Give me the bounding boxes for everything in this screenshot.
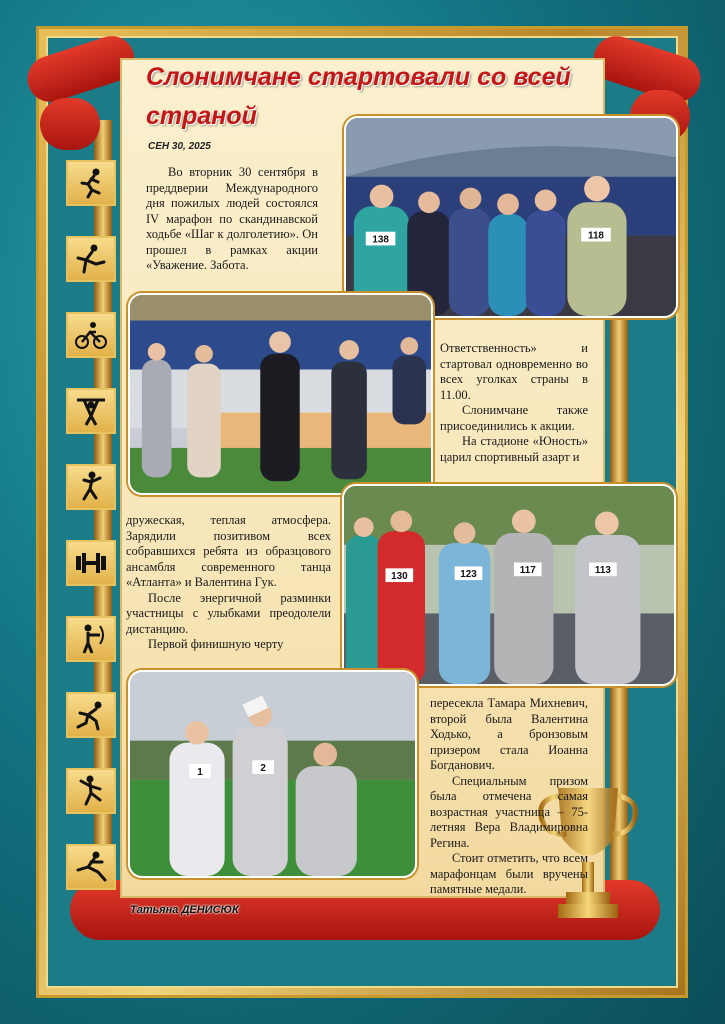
article-title: Слонимчане стартовали со всей страной (146, 63, 571, 130)
text-block-2 (440, 341, 588, 465)
paragraph: Слонимчане также присоединились к акции. (440, 403, 588, 433)
bib-number: 1 (197, 767, 203, 778)
top-left-ribbon-fold (40, 98, 100, 150)
paragraph: пересекла Тамара Михневич, второй была Валентина Ходько, а бронзовым призером стала Иоанна Богданович. (430, 696, 588, 772)
paragraph: После энергичной разминки участницы с улыбками преодолели дистанцию. (126, 590, 331, 636)
photo-speakers (128, 293, 433, 495)
bib-number: 118 (588, 230, 604, 242)
bib-number: 123 (460, 569, 477, 581)
sprinter-icon (66, 692, 116, 738)
paragraph: Специальным призом была отмечена самая возрастная участница – 75-летняя Вера Владимировна Регина. (430, 773, 588, 850)
bib-number: 2 (260, 763, 266, 775)
paragraph: Первой финишную черту (148, 637, 284, 651)
paragraph: дружеская, теплая атмосфера. Зарядили позитивом всех собравшихся ребята из образцового ансамбля современного танца «Атланта» и Валентина Гук. (126, 513, 331, 589)
barbell-icon (66, 540, 116, 586)
paragraph: На стадионе «Юность» царил спортивный азарт и (440, 434, 588, 464)
hurdler-icon (66, 236, 116, 282)
author-signature: Татьяна ДЕНИСЮК (130, 904, 239, 916)
weightlifter-icon (66, 388, 116, 434)
bib-number: 117 (519, 565, 536, 577)
bib-number: 138 (372, 234, 389, 246)
photo-winners (128, 670, 417, 878)
photo-walkers (342, 484, 676, 686)
archer-icon (66, 616, 116, 662)
paragraph: Ответственность» и стартовал одновременно во всех уголках страны в 11.00. (440, 341, 588, 402)
sport-icons-column (66, 160, 118, 920)
article-date: СЕН 30, 2025 (148, 141, 211, 152)
photo-group-stands (344, 116, 678, 318)
dancer-icon (66, 768, 116, 814)
text-block-4 (430, 696, 588, 898)
bib-number: 130 (391, 571, 408, 583)
leaper-icon (66, 844, 116, 890)
cyclist-icon (66, 312, 116, 358)
text-block-3 (126, 513, 331, 653)
paragraph: Во вторник 30 сентября в преддверии Международного дня пожилых людей состоялся IV марафон по скандинавской ходьбе «Шаг к долголетию». Он прошел в рамках акции «Уважение. Забота. (146, 165, 318, 272)
gymnast-icon (66, 464, 116, 510)
bib-number: 113 (594, 565, 611, 577)
runner-icon (66, 160, 116, 206)
paragraph: Стоит отметить, что всем марафонцам были вручены памятные медали. (430, 851, 588, 896)
text-block-1 (146, 165, 318, 274)
